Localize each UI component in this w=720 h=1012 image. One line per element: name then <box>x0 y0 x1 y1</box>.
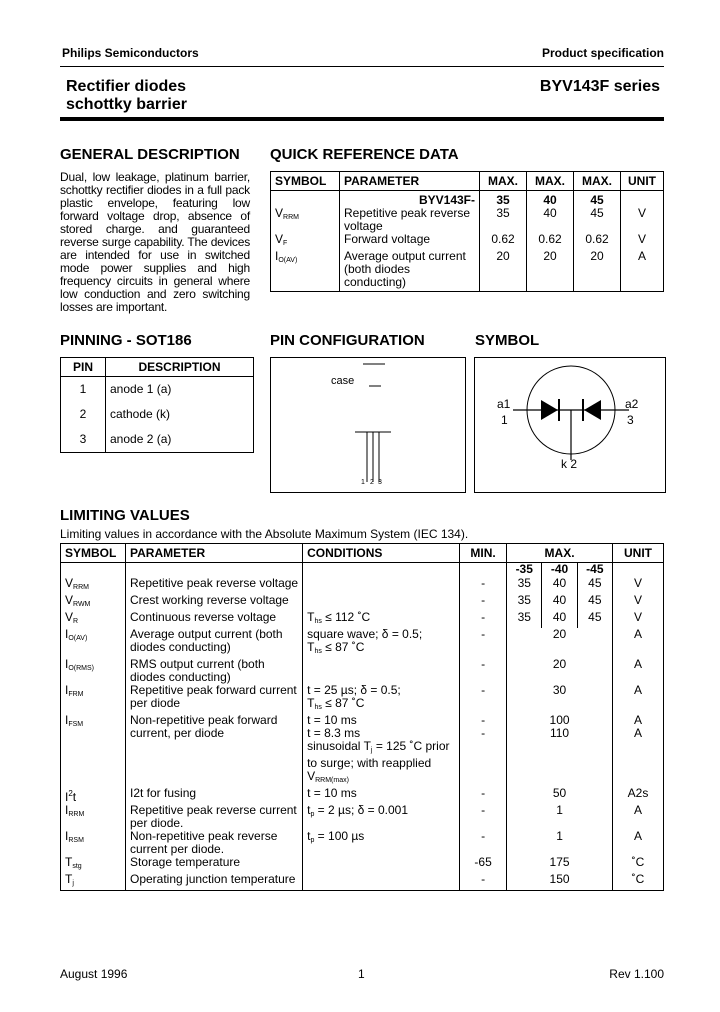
qrd-symbol: V <box>275 205 284 220</box>
lv-unit: A A <box>613 714 664 787</box>
lv-parameter: Repetitive peak reverse voltage <box>126 577 303 594</box>
lv-unit: A <box>613 804 664 830</box>
lv-value: 30 <box>507 684 613 714</box>
qrd-value: 45 <box>574 207 621 233</box>
lv-symbol: I <box>65 626 69 641</box>
table-row <box>61 427 254 453</box>
lv-symbol: V <box>65 592 74 607</box>
lv-conditions <box>303 594 460 611</box>
qrd-col-max-3: MAX. <box>574 172 621 191</box>
pin-configuration-box <box>270 357 466 493</box>
symbol-label-a2: a2 <box>625 397 639 411</box>
lv-value: 35 <box>507 594 542 611</box>
lv-value: 45 <box>577 611 612 628</box>
qrd-row <box>271 233 664 250</box>
qrd-unit: V <box>621 233 664 250</box>
pin-col-pin: PIN <box>61 358 106 377</box>
pin-description: cathode (k) <box>106 402 254 427</box>
footer-date: August 1996 <box>60 967 128 981</box>
qrd-symbol: V <box>275 231 284 246</box>
pin-number: 3 <box>61 427 106 453</box>
qrd-symbol-sub: O(AV) <box>278 256 298 264</box>
lv-type-40: -40 <box>550 562 569 576</box>
qrd-value: 0.62 <box>527 233 574 250</box>
pin-description: anode 2 (a) <box>106 427 254 453</box>
qrd-col-max-2: MAX. <box>527 172 574 191</box>
lv-col-symbol: SYMBOL <box>61 544 126 563</box>
lv-symbol: V <box>65 609 74 624</box>
lv-value: 50 <box>507 787 613 804</box>
lv-col-unit: UNIT <box>613 544 664 563</box>
lv-min: - <box>460 611 507 628</box>
lv-conditions <box>303 873 460 891</box>
qrd-value: 35 <box>480 207 527 233</box>
lv-value: 175 <box>507 856 613 873</box>
lv-min: - <box>460 787 507 804</box>
lv-symbol: I <box>65 828 69 843</box>
qrd-col-max-1: MAX. <box>480 172 527 191</box>
limiting-values-intro: Limiting values in accordance with the Absolute Maximum System (IEC 134). <box>60 527 469 541</box>
lv-col-min: MIN. <box>460 544 507 563</box>
lv-value: 45 <box>577 577 612 594</box>
lv-value: 45 <box>577 594 612 611</box>
qrd-type-label: BYV143F- <box>340 191 480 207</box>
lv-symbol-sub: RWM <box>73 600 91 608</box>
lv-symbol: I <box>65 789 69 804</box>
pin-label-3: 3 <box>378 479 382 486</box>
general-description-heading: GENERAL DESCRIPTION <box>60 146 240 163</box>
table-row: $I^2t$ I2t for fusing t = 10 ms - 50 A2s <box>61 787 664 804</box>
symbol-label-1: 1 <box>501 413 508 427</box>
lv-min: - - <box>460 714 507 787</box>
lv-min: - <box>460 804 507 830</box>
title-line-2: schottky barrier <box>66 96 187 113</box>
lv-symbol: I <box>65 712 69 727</box>
lv-unit: V <box>613 594 664 611</box>
lv-symbol-sub: R <box>73 617 79 625</box>
lv-value: 40 <box>552 592 567 607</box>
table-row <box>61 830 664 856</box>
pin-number: 1 <box>61 377 106 403</box>
lv-unit: V <box>613 577 664 594</box>
lv-parameter: Non-repetitive peak forward current, per diode <box>126 714 303 787</box>
symbol-label-a1: a1 <box>497 397 511 411</box>
doc-type: Product specification <box>541 46 664 60</box>
lv-min: - <box>460 830 507 856</box>
symbol-label-k2: k 2 <box>561 457 578 471</box>
title-line-1: Rectifier diodes <box>66 78 187 95</box>
lv-symbol-sub: RRM <box>73 583 89 591</box>
lv-symbol: T <box>65 871 73 886</box>
lv-symbol: I <box>65 802 69 817</box>
lv-min: -65 <box>460 856 507 873</box>
lv-symbol: I <box>65 656 69 671</box>
table-row <box>61 658 664 684</box>
lv-symbol-sub: RRM <box>68 810 85 818</box>
pin-label-2: 2 <box>370 479 374 486</box>
qrd-value: 20 <box>574 250 621 292</box>
lv-symbol-sub: RSM <box>68 836 84 844</box>
lv-col-parameter: PARAMETER <box>126 544 303 563</box>
table-row <box>61 856 664 873</box>
lv-value: 1 <box>507 804 613 830</box>
lv-symbol: T <box>65 854 73 869</box>
lv-min: - <box>460 577 507 594</box>
lv-unit: A2s <box>613 787 664 804</box>
qrd-symbol: I <box>275 248 279 263</box>
lv-unit: V <box>613 611 664 628</box>
lv-value: 40 <box>552 609 567 624</box>
lv-min: - <box>460 684 507 714</box>
quick-reference-heading: QUICK REFERENCE DATA <box>270 146 459 163</box>
qrd-unit: V <box>621 207 664 233</box>
qrd-parameter: Forward voltage <box>340 233 480 250</box>
table-row <box>61 684 664 714</box>
qrd-unit: A <box>621 250 664 292</box>
qrd-type-45: 45 <box>574 191 621 207</box>
qrd-type-40: 40 <box>527 191 574 207</box>
quick-reference-table <box>270 171 664 292</box>
lv-symbol-sub: O(AV) <box>68 634 88 642</box>
company-name: Philips Semiconductors <box>62 46 199 60</box>
limiting-values-heading: LIMITING VALUES <box>60 507 190 524</box>
lv-value: 100 110 <box>507 714 613 787</box>
lv-min: - <box>460 873 507 891</box>
qrd-value: 20 <box>480 250 527 292</box>
table-row <box>61 611 664 628</box>
footer-page-number: 1 <box>358 967 365 981</box>
lv-conditions: t = 25 µs; δ = 0.5; $T_{hs} \le 87$ ˚C <box>303 684 460 714</box>
lv-conditions: t = 10 ms <box>303 787 460 804</box>
lv-symbol-sub: FSM <box>68 720 84 728</box>
qrd-symbol-sub: RRM <box>283 213 299 221</box>
lv-parameter: Repetitive peak forward current per diode <box>126 684 303 714</box>
lv-min: - <box>460 594 507 611</box>
lv-parameter: Crest working reverse voltage <box>126 594 303 611</box>
qrd-parameter: Repetitive peak reverse <box>344 205 471 220</box>
pinning-heading: PINNING - SOT186 <box>60 332 192 349</box>
lv-parameter: Average output current (both diodes conducting) <box>126 628 303 658</box>
lv-col-conditions: CONDITIONS <box>303 544 460 563</box>
lv-type-35: -35 <box>507 563 542 577</box>
pin-configuration-heading: PIN CONFIGURATION <box>270 332 425 349</box>
pin-number: 2 <box>61 402 106 427</box>
lv-unit: A <box>613 658 664 684</box>
lv-symbol: I <box>65 682 69 697</box>
lv-parameter: Non-repetitive peak reverse current per diode. <box>126 830 303 856</box>
lv-conditions <box>303 856 460 873</box>
lv-symbol-sub: stg <box>72 862 82 870</box>
lv-type-45: -45 <box>577 563 612 577</box>
lv-conditions <box>303 658 460 684</box>
table-row <box>61 594 664 611</box>
qrd-row <box>271 207 664 233</box>
lv-parameter: Repetitive peak reverse current per diode. <box>126 804 303 830</box>
lv-value: 35 <box>507 611 542 628</box>
table-row <box>61 377 254 403</box>
series-title: BYV143F series <box>539 78 660 95</box>
lv-value: 150 <box>507 873 613 891</box>
lv-conditions: $t_p = 2$ µs; δ = 0.001 <box>303 804 460 830</box>
pinning-table <box>60 357 254 453</box>
header-rule <box>60 66 664 67</box>
lv-symbol-sub: O(RMS) <box>68 664 95 672</box>
table-row <box>61 402 254 427</box>
general-description-text: Dual, low leakage, platinum barrier, schottky rectifier diodes in a full pack plastic envelope, featuring low forward voltage drop, absence of stored charge. and guaranteed reverse surge capability. The devices are intended for use in switched mode power supplies and high frequency circuits in general where low conduction and zero switching losses are important. <box>60 170 250 314</box>
symbol-heading: SYMBOL <box>475 332 540 349</box>
qrd-type-35: 35 <box>480 191 527 207</box>
limiting-values-table <box>60 543 664 891</box>
lv-value: 35 <box>507 577 542 594</box>
diode-symbol-drawing <box>475 358 665 492</box>
qrd-value: 40 <box>527 207 574 233</box>
lv-parameter: Storage temperature <box>126 856 303 873</box>
qrd-value: 20 <box>527 250 574 292</box>
package-outline-drawing <box>271 358 465 492</box>
lv-symbol-sub: FRM <box>68 690 84 698</box>
qrd-parameter: Average output current <box>344 248 466 263</box>
qrd-value: 0.62 <box>480 233 527 250</box>
lv-value: 20 <box>507 628 613 658</box>
lv-parameter: Operating junction temperature <box>126 873 303 891</box>
lv-conditions <box>303 577 460 594</box>
page-title <box>66 78 187 114</box>
lv-parameter: I2t for fusing <box>126 787 303 804</box>
pin-col-description: DESCRIPTION <box>106 358 254 377</box>
lv-unit: A <box>613 628 664 658</box>
lv-value: 1 <box>507 830 613 856</box>
title-rule <box>60 117 664 121</box>
qrd-parameter-cont: voltage <box>344 218 383 233</box>
qrd-parameter-cont: (both diodes conducting) <box>344 261 411 289</box>
table-row <box>61 714 664 787</box>
lv-unit: ˚C <box>613 873 664 891</box>
qrd-col-symbol: SYMBOL <box>271 172 340 191</box>
lv-symbol: V <box>65 575 74 590</box>
qrd-symbol-sub: F <box>283 239 288 247</box>
lv-symbol-sub: j <box>72 879 74 887</box>
lv-conditions: t = 10 ms t = 8.3 ms sinusoidal $T_j = 125$ ˚C prior to surge; with reapplied $V_{RRM(max)}$ <box>303 714 460 787</box>
lv-unit: A <box>613 684 664 714</box>
case-label: case <box>331 375 355 387</box>
symbol-box <box>474 357 666 493</box>
lv-parameter: RMS output current (both diodes conducting) <box>126 658 303 684</box>
lv-col-max: MAX. <box>507 544 613 563</box>
table-row <box>61 873 664 891</box>
lv-parameter: Continuous reverse voltage <box>126 611 303 628</box>
lv-conditions: $t_p = 100$ µs <box>303 830 460 856</box>
lv-unit: ˚C <box>613 856 664 873</box>
lv-unit: A <box>613 830 664 856</box>
lv-min: - <box>460 658 507 684</box>
symbol-label-3: 3 <box>627 413 634 427</box>
lv-conditions: square wave; δ = 0.5; $T_{hs} \le 87$ ˚C <box>303 628 460 658</box>
qrd-col-unit: UNIT <box>621 172 664 191</box>
lv-value: 20 <box>507 658 613 684</box>
lv-min: - <box>460 628 507 658</box>
table-row <box>61 804 664 830</box>
lv-conditions: $T_{hs} \le 112$ ˚C <box>303 611 460 628</box>
footer-revision: Rev 1.100 <box>609 967 664 981</box>
table-row <box>61 628 664 658</box>
lv-value: 40 <box>552 575 567 590</box>
qrd-value: 0.62 <box>574 233 621 250</box>
qrd-row <box>271 250 664 292</box>
qrd-col-parameter: PARAMETER <box>340 172 480 191</box>
table-row <box>61 577 664 594</box>
pin-description: anode 1 (a) <box>106 377 254 403</box>
pin-label-1: 1 <box>361 479 365 486</box>
